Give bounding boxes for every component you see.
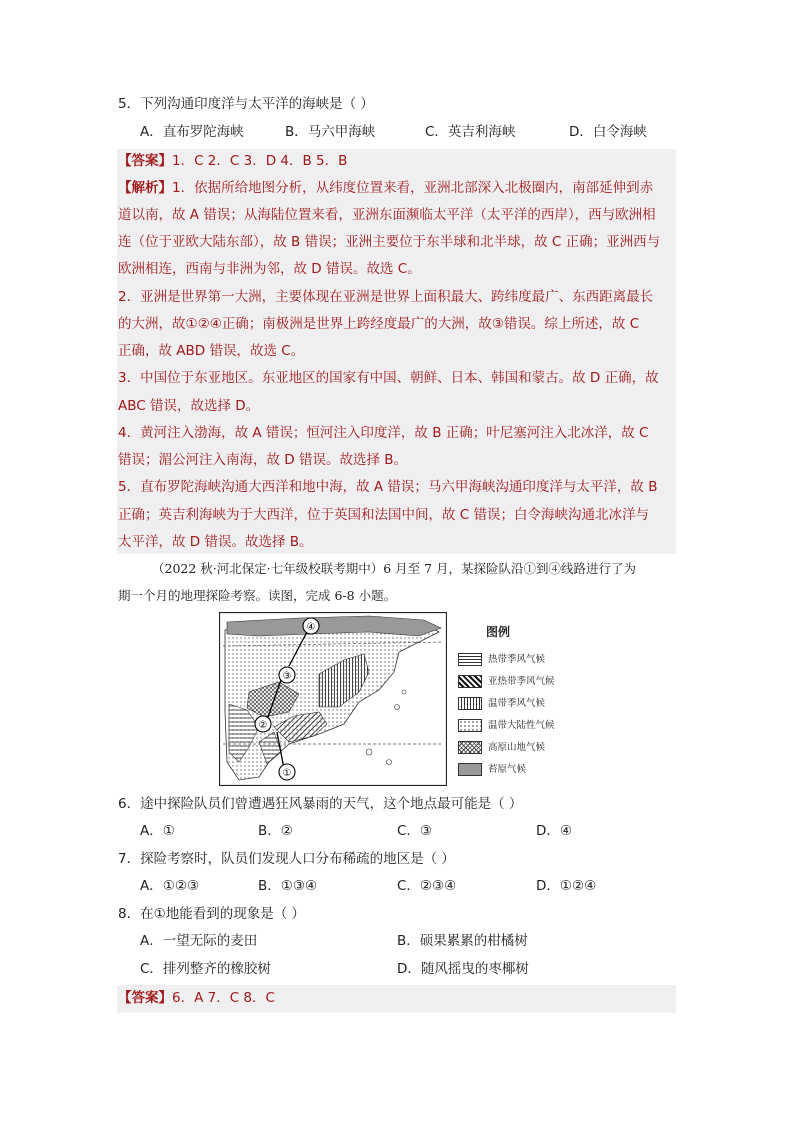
q5-option-c: C．英吉利海峡: [425, 124, 516, 140]
q6-option-c: C．③: [397, 823, 433, 839]
q8-option-c: C．排列整齐的橡胶树: [140, 961, 271, 977]
legend-label: 热带季风气候: [488, 654, 546, 665]
q8-stem: 8．在①地能看到的现象是（ ）: [118, 906, 305, 922]
q5-stem: 5．下列沟通印度洋与太平洋的海峡是（ ）: [118, 96, 374, 112]
legend-label: 高原山地气候: [488, 742, 546, 753]
q7-option-a: A．①②③: [140, 878, 200, 894]
legend-item-subtropical-monsoon: [458, 675, 555, 689]
q6-stem: 6．途中探险队员们曾遭遇狂风暴雨的天气，这个地点最可能是（ ）: [118, 796, 523, 812]
answer-line-1: [118, 151, 347, 171]
analysis-line: 连（位于亚欧大陆东部），故 B 错误；亚洲主要位于东半球和北半球，故 C 正确；亚洲西与: [118, 234, 661, 250]
q5-option-a: A．直布罗陀海峡: [140, 124, 244, 140]
q6-option-d: D．④: [536, 823, 572, 839]
legend-item-plateau: [458, 741, 545, 755]
legend-swatch: [458, 763, 482, 776]
analysis-line: 道以南，故 A 错误；从海陆位置来看，亚洲东面濒临太平洋（太平洋的西岸），西与欧洲相: [118, 207, 656, 223]
q7-stem: 7．探险考察时，队员们发现人口分布稀疏的地区是（ ）: [118, 851, 455, 867]
q7-option-c: C．②③④: [397, 878, 457, 894]
legend-item-tundra: [458, 763, 526, 777]
legend-title: 图例: [486, 625, 511, 639]
legend-label: 温带大陆性气候: [488, 720, 555, 731]
q6-option-b: B．②: [258, 823, 293, 839]
analysis-line: 欧洲相连，西南与非洲为邻，故 D 错误。故选 C。: [118, 261, 421, 277]
legend-swatch: [458, 741, 482, 754]
q8-option-d: D．随风摇曳的枣椰树: [397, 961, 529, 977]
analysis-text: 1．依据所给地图分析，从纬度位置来看，亚洲北部深入北极圈内，南部延伸到赤: [172, 180, 654, 196]
answer-text: 1．C 2．C 3．D 4．B 5．B: [172, 153, 348, 169]
section-intro: （2022 秋·河北保定·七年级校联考期中）6 月至 7 月，某探险队沿①到④线路进行了为: [152, 561, 637, 576]
analysis-line: 正确；英吉利海峡为于大西洋，位于英国和法国中间，故 C 错误；白令海峡沟通北冰洋与: [118, 507, 650, 523]
q8-option-b: B．硕果累累的柑橘树: [397, 933, 528, 949]
legend-label: 亚热带季风气候: [488, 676, 555, 687]
route-point-label: ②: [258, 720, 268, 731]
island: [366, 749, 372, 755]
legend-swatch: [458, 719, 482, 732]
answer-line-2: [118, 988, 275, 1008]
legend-item-temperate-continental: [458, 719, 555, 733]
legend-item-temperate-monsoon: [458, 697, 545, 711]
legend-item-tropical-monsoon: [458, 653, 545, 667]
analysis-line: 的大洲，故①②④正确；南极洲是世界上跨经度最广的大洲，故③错误。综上所述，故 C: [118, 316, 640, 332]
legend-swatch: [458, 697, 482, 710]
q5-option-b: B．马六甲海峡: [285, 124, 376, 140]
analysis-line: 4．黄河注入渤海，故 A 错误；恒河注入印度洋，故 B 正确；叶尼塞河注入北冰洋，故 C: [118, 425, 649, 441]
legend-label: 苔原气候: [488, 764, 527, 775]
q5-option-d: D．白令海峡: [569, 124, 647, 140]
island: [395, 705, 400, 710]
route-point-label: ④: [306, 622, 316, 633]
climate-map: [219, 612, 447, 786]
analysis-line: 正确，故 ABD 错误，故选 C。: [118, 343, 305, 359]
analysis-line: 5．直布罗陀海峡沟通大西洋和地中海，故 A 错误；马六甲海峡沟通印度洋与太平洋，故 B: [118, 479, 658, 495]
island: [402, 690, 406, 694]
section-intro: 期一个月的地理探险考察。读图，完成 6-8 小题。: [118, 588, 397, 603]
analysis-line: 2．亚洲是世界第一大洲，主要体现在亚洲是世界上面积最大、跨纬度最广、东西距离最长: [118, 289, 654, 305]
analysis-line: [118, 178, 653, 198]
analysis-line: 太平洋，故 D 错误。故选择 B。: [118, 534, 313, 550]
q8-option-a: A．一望无际的麦田: [140, 933, 258, 949]
island: [387, 760, 392, 765]
analysis-label: 【解析】: [118, 180, 172, 196]
q6-option-a: A．①: [140, 823, 175, 839]
answer-label: 【答案】: [118, 153, 172, 169]
q7-option-d: D．①②④: [536, 878, 597, 894]
analysis-line: 错误；湄公河注入南海，故 D 错误。故选择 B。: [118, 452, 408, 468]
legend-swatch: [458, 653, 482, 666]
analysis-line: 3．中国位于东亚地区。东亚地区的国家有中国、朝鲜、日本、韩国和蒙古。故 D 正确，故: [118, 370, 659, 386]
analysis-line: ABC 错误，故选择 D。: [118, 398, 260, 414]
answer-text: 6．A 7．C 8．C: [172, 990, 275, 1006]
legend-swatch: [458, 675, 482, 688]
route-point-label: ①: [282, 768, 292, 779]
legend-label: 温带季风气候: [488, 698, 546, 709]
q7-option-b: B．①③④: [258, 878, 318, 894]
answer-label: 【答案】: [118, 990, 172, 1006]
route-point-label: ③: [282, 671, 292, 682]
